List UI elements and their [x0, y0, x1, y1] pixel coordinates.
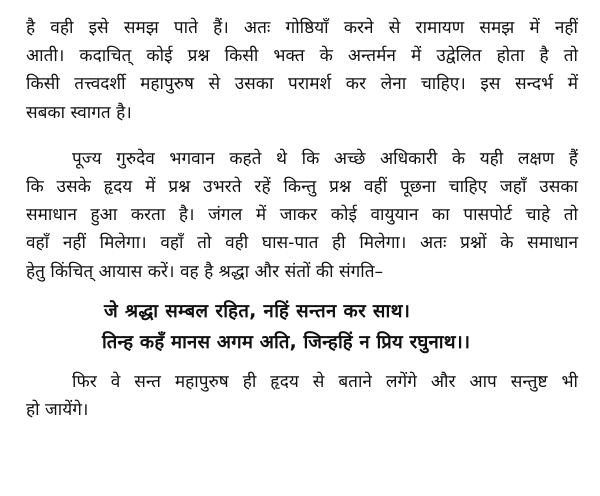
paragraph-3 [26, 368, 578, 424]
verse-line-2: तिन्ह कहँ मानस अगम अति, जिन्हहिं न प्रिय रघुनाथ।। [102, 331, 471, 353]
paragraph-line: पूज्य गुरुदेव भगवान कहते थे कि अच्छे अधिकारी के यही लक्षण हैं [72, 148, 578, 169]
verse-block [26, 296, 578, 358]
paragraph-line: किसी तत्त्वदर्शी महापुरुष से उसका परामर्श कर लेना चाहिए। इस सन्दर्भ में [26, 74, 578, 95]
paragraph-line: है वही इसे समझ पाते हैं। अतः गोष्ठियाँ करने से रामायण समझ में नहीं [26, 18, 578, 38]
paragraph-line: आती। कदाचित् कोई प्रश्न किसी भक्त के अन्तर्मन में उद्वेलित होता है तो [26, 46, 578, 67]
paragraph-2 [26, 145, 578, 286]
verse-line-1: जे श्रद्धा सम्बल रहित, नहिं सन्तन कर साथ। [104, 300, 411, 322]
paragraph-line: वहाँ नहीं मिलेगा। वहाँ तो वही घास-पात ही मिलेगा। अतः प्रश्नों के समाधान [26, 233, 578, 254]
paragraph-line: सबका स्वागत है। [26, 102, 132, 123]
paragraph-line: हेतु किंचित् आयास करें। वह है श्रद्धा और संतों की संगति– [26, 261, 384, 282]
paragraph-1 [26, 14, 578, 127]
paragraph-line: फिर वे सन्त महापुरुष ही हृदय से बताने लगेंगे और आप सन्तुष्ट भी [72, 371, 578, 392]
paragraph-line: हो जायेंगे। [26, 400, 89, 421]
paragraph-line: कि उसके हृदय में प्रश्न उभरते रहें किन्तु प्रश्न वहीं पूछना चाहिए जहाँ उसका [26, 177, 578, 198]
paragraph-line: समाधान हुआ करता है। जंगल में जाकर कोई वायुयान का पासपोर्ट चाहे तो [26, 205, 578, 226]
